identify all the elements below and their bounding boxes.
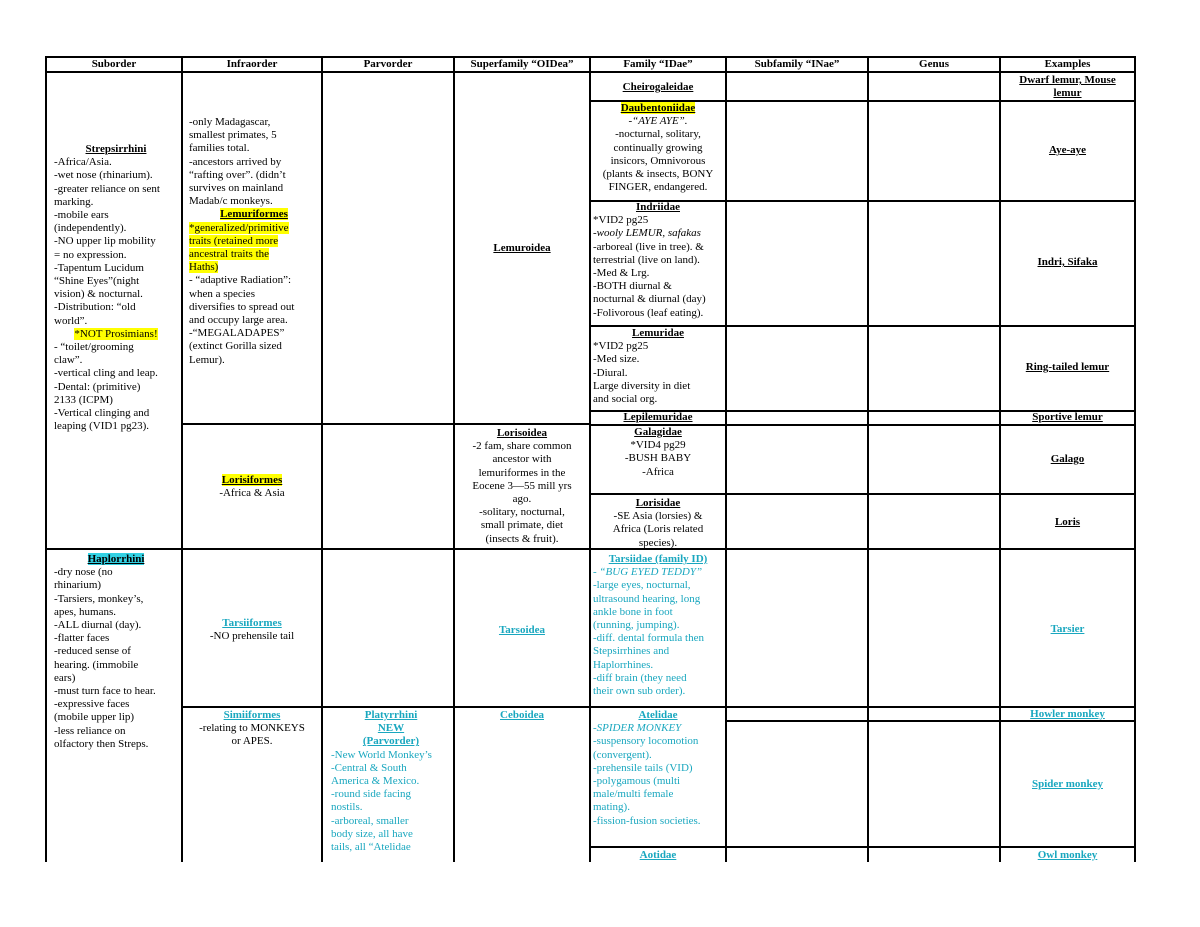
header-infraorder: Infraorder [226, 58, 278, 70]
platyrrhini-parvorder: (Parvorder) [362, 735, 420, 748]
strepsirrhini-line: -wet nose (rhinarium). [54, 169, 153, 182]
example-aye-aye: Aye-aye [1048, 144, 1087, 156]
lorisoidea-cell [455, 427, 589, 546]
lorisiformes-title: Lorisiformes [221, 474, 283, 486]
platyrrhini-title: Platyrrhini [364, 709, 418, 721]
simiiformes-line: or APES. [231, 735, 273, 748]
strepsirrhini-line: claw”. [54, 354, 83, 367]
strepsirrhini-line: -NO upper lip mobility [54, 235, 156, 248]
lorisoidea-line: (insects & fruit). [485, 532, 559, 545]
lemuridae-line: -Diural. [593, 366, 628, 379]
haplorrhini-line: -flatter faces [54, 632, 110, 645]
grid-line [321, 56, 323, 862]
lorisidae-line: species). [638, 536, 678, 549]
lemuridae-line: -Med size. [593, 353, 640, 366]
example-howler-monkey: Howler monkey [1030, 708, 1105, 720]
indriidae-line: terrestrial (live on land). [593, 253, 700, 266]
platyrrhini-new: NEW [377, 722, 405, 735]
example-spider-monkey: Spider monkey [1031, 778, 1103, 790]
family-aotidae: Aotidae [639, 849, 677, 861]
example-galago: Galago [1050, 453, 1085, 465]
family-cheirogaleidae: Cheirogaleidae [622, 81, 694, 93]
tarsiiformes-sub: -NO prehensile tail [209, 630, 295, 643]
lemuridae-title: Lemuridae [632, 327, 684, 339]
grid-line [589, 846, 1136, 848]
haplorrhini-line: -reduced sense of [54, 645, 131, 658]
lemuridae-line: and social org. [593, 393, 658, 406]
tarsiidae-line: Haplorrhines. [593, 658, 654, 671]
grid-line [725, 56, 727, 862]
tarsiidae-line: ankle bone in foot [593, 605, 673, 618]
family-atelidae [591, 709, 725, 828]
tarsiidae-line: their own sub order). [593, 685, 686, 698]
haplorrhini-line: -expressive faces [54, 698, 130, 711]
indriidae-line: -arboreal (live in tree). & [593, 240, 704, 253]
grid-line [45, 56, 47, 862]
simiiformes-line: -relating to MONKEYS [199, 722, 305, 735]
example-tarsier: Tarsier [1050, 623, 1085, 635]
family-indriidae [591, 201, 725, 320]
indriidae-line: *VID2 pg25 [593, 214, 649, 227]
platyrrhini-line: -arboreal, smaller [331, 814, 409, 827]
tarsiidae-line: ultrasound hearing, long [593, 592, 701, 605]
header-family: Family “IDae” [623, 58, 693, 70]
lorisoidea-line: ago. [512, 493, 532, 506]
lemuriformes-line: when a species [189, 287, 255, 300]
lemuriformes-highlight-line: traits (retained more [189, 234, 279, 247]
strepsirrhini-line: -mobile ears [54, 209, 109, 222]
daubentoniidae-line: FINGER, endangered. [608, 181, 708, 194]
lorisoidea-line: lemuriformes in the [478, 466, 566, 479]
haplorrhini-line: -dry nose (no [54, 566, 113, 579]
haplorrhini-line: -ALL diurnal (day). [54, 619, 142, 632]
strepsirrhini-line: “Shine Eyes”(night [54, 275, 140, 288]
haplorrhini-line: -Tarsiers, monkey’s, [54, 592, 144, 605]
strepsirrhini-line: -Africa/Asia. [54, 156, 112, 169]
atelidae-line: -polygamous (multi [593, 775, 681, 788]
lemuriformes-highlight-line: Haths) [189, 261, 219, 274]
haplorrhini-line: olfactory then Streps. [54, 737, 149, 750]
haplorrhini-line: apes, humans. [54, 605, 117, 618]
strepsirrhini-line: -Vertical clinging and [54, 407, 150, 420]
tarsiidae-line: -large eyes, nocturnal, [593, 579, 691, 592]
lemuriformes-line: diversifies to spread out [189, 300, 295, 313]
lemuriformes-line: -“MEGALADAPES” [189, 327, 285, 340]
daubentoniidae-line: (plants & insects, BONY [602, 168, 714, 181]
lemuriformes-highlight-line: *generalized/primitive [189, 221, 289, 234]
galagidae-line: -BUSH BABY [624, 452, 692, 465]
platyrrhini-line: -round side facing [331, 788, 412, 801]
not-prosimians-note: *NOT Prosimians! [74, 327, 158, 340]
grid-line [867, 56, 869, 862]
example-sportive-lemur: Sportive lemur [1032, 411, 1103, 423]
lemuriformes-line: and occupy large area. [189, 314, 288, 327]
platyrrhini-cell [329, 709, 453, 854]
example-loris: Loris [1054, 516, 1081, 528]
lemuriformes-title: Lemuriformes [220, 208, 288, 221]
lemuriformes-line: -only Madagascar, [189, 116, 271, 128]
tarsiidae-line: -diff. dental formula then [593, 632, 704, 645]
indriidae-line: nocturnal & diurnal (day) [593, 293, 706, 306]
strepsirrhini-line: -vertical cling and leap. [54, 367, 158, 380]
strepsirrhini-line: -Tapentum Lucidum [54, 261, 144, 274]
simiiformes-title: Simiiformes [223, 709, 281, 721]
daubentoniidae-line: insicors, Omnivorous [610, 154, 706, 167]
header-superfamily: Superfamily “OIDea” [470, 58, 574, 70]
header-genus: Genus [919, 58, 949, 70]
tarsiidae-line: - “BUG EYED TEDDY” [593, 566, 703, 579]
lorisiformes-cell [183, 474, 321, 500]
platyrrhini-line: tails, all “Atelidae [331, 841, 411, 854]
lorisoidea-line: small primate, diet [480, 519, 564, 532]
ceboidea-label: Ceboidea [500, 709, 544, 721]
grid-line [589, 493, 1136, 495]
lemuriformes-line: families total. [189, 142, 250, 155]
example-line: lemur [1053, 87, 1082, 100]
strepsirrhini-line: leaping (VID1 pg23). [54, 420, 150, 433]
daubentoniidae-line: continually growing [613, 141, 703, 154]
strepsirrhini-line: - “toilet/grooming [54, 341, 134, 354]
lorisoidea-line: -solitary, nocturnal, [479, 506, 565, 519]
daubentoniidae-title: Daubentoniidae [620, 102, 696, 114]
tarsiidae-line: (running, jumping). [593, 619, 680, 632]
lemuriformes-line: “rafting over”. (didn’t [189, 168, 286, 181]
lemuriformes-cell [187, 116, 321, 367]
strepsirrhini-line: -Dental: (primitive) [54, 380, 141, 393]
haplorrhini-line: -must turn face to hear. [54, 685, 156, 698]
indriidae-line: -BOTH diurnal & [593, 280, 672, 293]
strepsirrhini-title: Strepsirrhini [85, 143, 147, 155]
grid-line [453, 423, 589, 425]
strepsirrhini-line: marking. [54, 195, 94, 208]
platyrrhini-line: America & Mexico. [331, 775, 420, 788]
atelidae-line: -prehensile tails (VID) [593, 761, 693, 774]
lemuriformes-line: - “adaptive Radiation”: [189, 274, 292, 287]
example-owl-monkey: Owl monkey [1037, 849, 1098, 861]
family-daubentoniidae [591, 102, 725, 194]
galagidae-line: *VID4 pg29 [630, 439, 686, 452]
grid-line [181, 423, 453, 425]
strepsirrhini-line: 2133 (ICPM) [54, 393, 113, 406]
strepsirrhini-cell [52, 143, 180, 433]
example-dwarf-lemur [1001, 74, 1134, 100]
strepsirrhini-line: -greater reliance on sent [54, 182, 160, 195]
family-lemuridae [591, 327, 725, 406]
lemuriformes-line: Lemur). [189, 353, 225, 366]
lorisidae-title: Lorisidae [635, 497, 681, 509]
haplorrhini-line: -less reliance on [54, 724, 126, 737]
strepsirrhini-line: world”. [54, 314, 88, 327]
lorisoidea-title: Lorisoidea [496, 427, 548, 439]
example-ring-tailed-lemur: Ring-tailed lemur [1025, 361, 1110, 373]
family-galagidae [591, 426, 725, 479]
platyrrhini-line: nostils. [331, 801, 363, 814]
atelidae-line: -fission-fusion societies. [593, 814, 701, 827]
daubentoniidae-line: -nocturnal, solitary, [615, 128, 701, 141]
atelidae-line: -suspensory locomotion [593, 735, 699, 748]
tarsiidae-title: Tarsiidae (family ID) [608, 553, 708, 565]
family-tarsiidae [591, 553, 725, 698]
platyrrhini-line: -New World Monkey’s [331, 748, 432, 761]
atelidae-line: male/multi female [593, 788, 674, 801]
lemuriformes-line: Madab/c monkeys. [189, 195, 273, 208]
daubentoniidae-line: -“AYE AYE”. [628, 115, 688, 128]
haplorrhini-line: hearing. (immobile [54, 658, 139, 671]
platyrrhini-line: -Central & South [331, 761, 407, 774]
example-line: Dwarf lemur, Mouse [1019, 74, 1116, 86]
atelidae-line: mating). [593, 801, 630, 814]
atelidae-line: -SPIDER MONKEY [593, 722, 682, 735]
lorisidae-line: -SE Asia (lorsies) & [613, 510, 703, 523]
header-parvorder: Parvorder [363, 58, 413, 70]
lorisoidea-line: ancestor with [492, 453, 552, 466]
platyrrhini-line: body size, all have [331, 827, 413, 840]
lorisoidea-line: -2 fam, share common [472, 440, 572, 453]
indriidae-line: -wooly LEMUR, safakas [593, 227, 701, 240]
lemuriformes-line: -ancestors arrived by [189, 155, 282, 168]
strepsirrhini-line: -Distribution: “old [54, 301, 136, 314]
tarsiiformes-cell [183, 617, 321, 643]
lemuridae-line: *VID2 pg25 [593, 340, 649, 353]
lemuriformes-line: (extinct Gorilla sized [189, 340, 282, 353]
grid-line [181, 706, 1136, 708]
indriidae-line: -Med & Lrg. [593, 267, 650, 280]
galagidae-line: -Africa [642, 465, 674, 478]
tarsiiformes-title: Tarsiiformes [222, 617, 282, 629]
header-suborder: Suborder [91, 58, 137, 70]
strepsirrhini-line: = no expression. [54, 248, 127, 261]
lemuriformes-line: survives on mainland [189, 182, 284, 195]
header-subfamily: Subfamily “INae” [754, 58, 840, 70]
tarsoidea-label: Tarsoidea [498, 624, 546, 636]
family-lepilemuridae: Lepilemuridae [623, 411, 693, 423]
haplorrhini-line: rhinarium) [54, 579, 102, 592]
lorisiformes-sub: -Africa & Asia [219, 487, 285, 500]
lemuriformes-line: smallest primates, 5 [189, 129, 277, 142]
lorisidae-line: Africa (Loris related [612, 523, 704, 536]
header-examples: Examples [1044, 58, 1091, 70]
indriidae-title: Indriidae [635, 201, 680, 213]
haplorrhini-title: Haplorrhini [87, 553, 145, 565]
grid-line [1134, 56, 1136, 862]
indriidae-line: -Folivorous (leaf eating). [593, 306, 704, 319]
example-indri: Indri, Sifaka [1037, 256, 1098, 268]
haplorrhini-line: (mobile upper lip) [54, 711, 135, 724]
lemuriformes-highlight-line: ancestral traits the [189, 248, 270, 261]
atelidae-title: Atelidae [638, 709, 678, 721]
simiiformes-cell [183, 709, 321, 749]
haplorrhini-cell [52, 553, 180, 751]
lorisoidea-line: Eocene 3—55 mill yrs [472, 479, 572, 492]
tarsiidae-line: Stepsirrhines and [593, 645, 670, 658]
tarsiidae-line: -diff brain (they need [593, 671, 687, 684]
lemuroidea-label: Lemuroidea [493, 242, 551, 254]
atelidae-line: (convergent). [593, 748, 652, 761]
strepsirrhini-line: vision) & nocturnal. [54, 288, 143, 301]
strepsirrhini-line: (independently). [54, 222, 127, 235]
lemuridae-line: Large diversity in diet [593, 379, 691, 392]
galagidae-title: Galagidae [634, 426, 682, 438]
family-lorisidae [591, 497, 725, 550]
haplorrhini-line: ears) [54, 671, 76, 684]
